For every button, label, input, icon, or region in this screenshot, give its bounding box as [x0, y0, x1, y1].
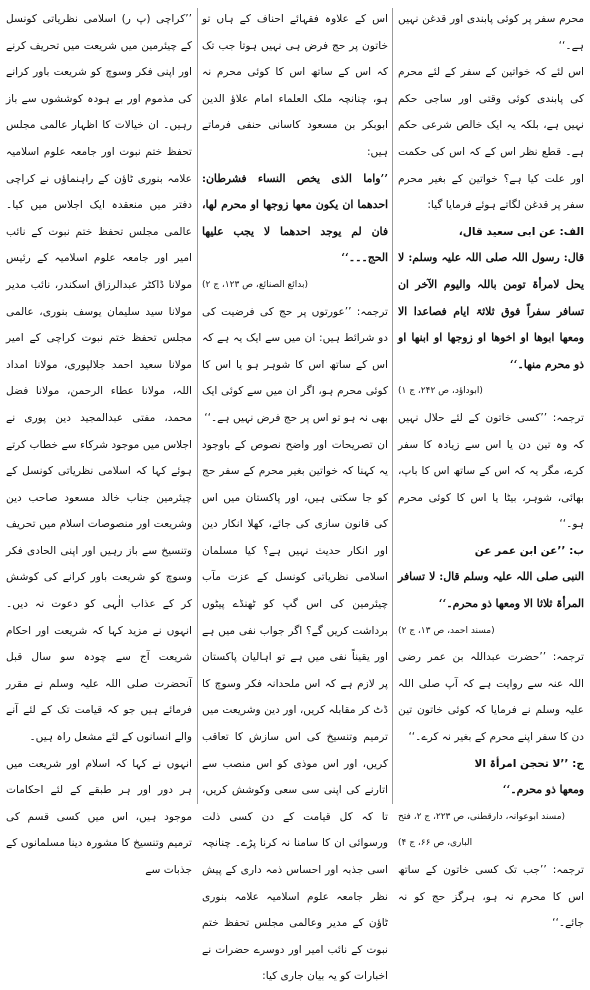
list-label: ب: ’’عن ابن عمر عن — [474, 544, 584, 557]
arabic-quote: النبی صلی اللہ علیہ وسلم قال: لا تسافر المرأۃ ثلاثا الا ومعھا ذو محرم۔‘‘ — [398, 570, 584, 611]
list-label: ج: ’’لا تحجن امرأۃ الا — [474, 757, 584, 770]
paragraph: اس کے علاوہ فقہائے احناف کے ہاں تو خاتون پر حج فرض ہی نہیں ہوتا جب تک کہ اس کے ساتھ اس کا کوئی محرم نہ ہو، چنانچہ ملک العلماء امام علاؤ الدین ابوبکر بن مسعود کاسانی حنفی فرماتے ہیں: — [202, 13, 388, 158]
column-middle — [202, 6, 388, 983]
paragraph: ان تصریحات اور واضح نصوص کے باوجود یہ کہنا کہ خواتین بغیر محرم کے سفر حج کو جا سکتی ہیں، اور پاکستان میں اس کی قانون سازی کی جائے، کھلا انکار دین اور انکار حدیث نہیں ہے؟ کیا مسلمان اسلامی نظریاتی کونسل کے عزت مآب چیئرمین کی اس گپ کو ٹھنڈے پیٹوں برداشت کریں گے؟ اگر جواب نفی میں ہے اور یقیناً نفی میں ہے تو اہالیان پاکستان پر لازم ہے کہ اس ملحدانہ فکر وسوچ کا ڈٹ کر مقابلہ کریں، اور دین وشریعت میں ترمیم وتنسیخ کی اس سازش کا تعاقب کریں، اور اس موذی کو اس منصب سے اتارنے کی اپنی سی سعی وکوشش کریں، تا کہ کل قیامت کے دن کسی ذلت ورسوائی ان کا سامنا نہ کرنا پڑے۔ چنانچہ اسی جذبہ اور احساس ذمہ داری کے پیش نظر جامعہ علوم اسلامیہ علامہ بنوری ٹاؤن کے مدیر وعالمی مجلس تحفظ ختم نبوت کے نائب امیر اور دوسرے حضرات نے اخبارات کو یہ بیان جاری کیا: — [202, 438, 388, 983]
citation: (مسند احمد، ص ۱۳، ج ۲) — [398, 625, 495, 636]
paragraph: ترجمہ: ’’کسی خاتون کے لئے حلال نہیں کہ وہ تین دن یا اس سے زیادہ کا سفر کرے، مگر یہ کہ اس کے ساتھ اس کا باپ، بھائی، شوہر، بیٹا یا اس کا کوئی محرم ہو۔‘‘ — [398, 411, 584, 531]
citation: (ابوداؤد، ص ۲۴۲، ج ۱) — [398, 386, 483, 397]
paragraph: انہوں نے کہا کہ اسلام اور شریعت میں ہر دور اور ہر طبقے کے لئے احکامات موجود ہیں، اس میں کسی قسم کی ترمیم وتنسیخ کا مشورہ دینا مسلمانوں کے جذبات سے — [6, 757, 192, 876]
paragraph: ترجمہ: ’’عورتوں پر حج کی فرضیت کی دو شرائط ہیں: ان میں سے ایک یہ ہے کہ اس کے ساتھ اس کا شوہر ہو یا اس کا کوئی محرم ہو، اگر ان میں سے کوئی ایک بھی نہ ہو تو اس پر حج فرض نہیں ہے۔‘‘ — [202, 305, 388, 424]
paragraph: ترجمہ: ’’جب تک کسی خاتون کے ساتھ اس کا محرم نہ ہو، ہرگز حج کو نہ جائے۔‘‘ — [398, 864, 584, 930]
citation: (مسند ابوعوانہ، دارقطنی، ص ۲۲۳، ج ۲، فتح الباری، ص ۶۶، ج ۴) — [398, 811, 566, 849]
arabic-quote: قال: رسول اللہ صلی اللہ علیہ وسلم: لا یحل لامرأۃ تومن باللہ والیوم الآخر ان تسافر سفراً فوق ثلاثۃ ایام فصاعدا الا ومعھا ابوھا او اخوھا او زوجھا او ابنھا او ذو محرم منھا۔‘‘ — [398, 251, 584, 371]
paragraph: ترجمہ: ’’حضرت عبداللہ بن عمر رضی اللہ عنہ سے روایت ہے کہ آپ صلی اللہ علیہ وسلم نے فرمایا کہ کوئی خاتون تین دن کا سفر اپنے محرم کے بغیر نہ کرے۔‘‘ — [398, 651, 584, 744]
citation: (بدائع الصنائع، ص ۱۲۳، ج ۲) — [202, 279, 309, 290]
paragraph: اس لئے کہ خواتین کے سفر کے لئے محرم کی پابندی کوئی وقتی اور ساجی حکم نہیں ہے، بلکہ یہ ایک خالص شرعی حکم ہے۔ قطع نظر اس کے کہ اس کی حکمت اور علت کیا ہے؟ خواتین کے بغیر محرم سفر پر قدغن لگاتے ہوئے فرمایا گیا: — [398, 66, 584, 212]
arabic-quote: ’’واما الذی یخص النساء فشرطان: احدھما ان یکون معھا زوجھا او محرم لھا، فان لم یوجد احدھما لا یجب علیھا الحج۔۔۔‘‘ — [202, 171, 388, 265]
column-divider — [392, 8, 393, 804]
column-divider — [197, 8, 198, 804]
arabic-quote: ومعھا ذو محرم۔‘‘ — [502, 783, 584, 797]
column-left — [6, 6, 192, 876]
column-right — [398, 6, 584, 930]
paragraph: ’’کراچی (پ ر) اسلامی نظریاتی کونسل کے چیئرمین میں شریعت میں تحریف کرنے اور اپنی فکر وسوچ کو شریعت باور کرانے کی مذموم اور بے ہودہ کوششوں سے باز رہیں۔ ان خیالات کا اظہار عالمی مجلس تحفظ ختم نبوت اور جامعہ علوم اسلامیہ علامہ بنوری ٹاؤن کے راہنماؤں نے کراچی دفتر میں منعقدہ ایک اجلاس میں کیا۔ عالمی مجلس تحفظ ختم نبوت کے نائب امیر اور جامعہ علوم اسلامیہ کے رئیس مولانا ڈاکٹر عبدالرزاق اسکندر، نائب مدیر مولانا سید سلیمان یوسف بنوری، عالمی مجلس تحفظ ختم نبوت کراچی کے امیر مولانا سعید احمد جلالپوری، مولانا امداد اللہ، مولانا عطاء الرحمن، مولانا فضل محمد، مفتی عبدالمجید دین پوری نے اجلاس میں موجود شرکاء سے خطاب کرتے ہوئے کہا کہ اسلامی نظریاتی کونسل کے چیئرمین جناب خالد مسعود صاحب دین وشریعت اور منصوصات اسلام میں تحریف وتنسیخ سے باز رہیں اور اپنی الحادی فکر وسوچ کو شریعت باور کرانے کی کوشش کر کے عذاب الٰہی کو دعوت نہ دیں۔ انہوں نے مزید کہا کہ شریعت اور احکام شریعت آج سے چودہ سو سال قبل آنحضرت صلی اللہ علیہ وسلم نے مقرر فرمائے ہیں جو کہ قیامت تک کے لئے آنے والے انسانوں کے لئے مشعل راہ ہیں۔ — [6, 13, 192, 744]
paragraph: محرم سفر پر کوئی پابندی اور قدغن نہیں ہے۔‘‘ — [398, 13, 584, 52]
list-label: الف: عن ابی سعید قال، — [458, 225, 584, 238]
